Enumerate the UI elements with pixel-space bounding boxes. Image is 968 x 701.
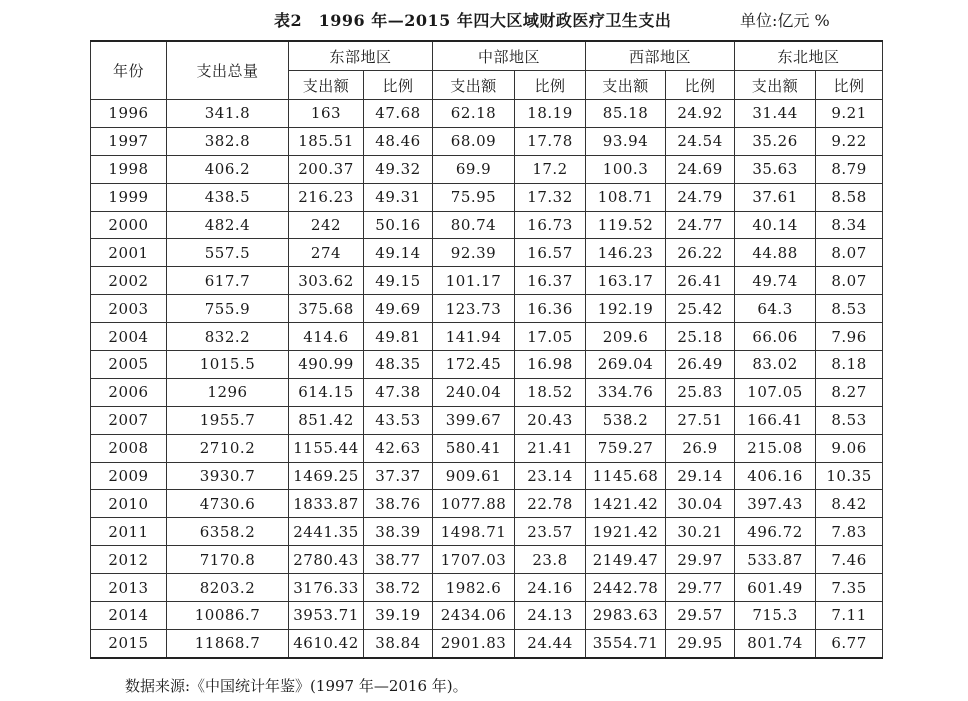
cell-northeast-amount: 406.16: [735, 462, 816, 490]
cell-central-amount: 240.04: [433, 378, 515, 406]
table-header: [91, 41, 883, 100]
cell-central-amount: 909.61: [433, 462, 515, 490]
cell-year: 2012: [91, 546, 167, 574]
cell-east-amount: 2780.43: [289, 546, 364, 574]
cell-west-amount: 1145.68: [586, 462, 666, 490]
cell-east-amount: 4610.42: [289, 629, 364, 657]
cell-year: 2003: [91, 295, 167, 323]
cell-northeast-amount: 31.44: [735, 100, 816, 128]
cell-west-amount: 2983.63: [586, 602, 666, 630]
cell-west-amount: 3554.71: [586, 629, 666, 657]
cell-total: 1015.5: [167, 351, 289, 379]
cell-total: 6358.2: [167, 518, 289, 546]
cell-northeast-ratio: 9.21: [816, 100, 883, 128]
cell-northeast-amount: 496.72: [735, 518, 816, 546]
cell-northeast-ratio: 7.96: [816, 323, 883, 351]
cell-west-amount: 538.2: [586, 406, 666, 434]
cell-west-ratio: 30.04: [666, 490, 735, 518]
cell-central-amount: 1077.88: [433, 490, 515, 518]
cell-west-ratio: 25.83: [666, 378, 735, 406]
cell-total: 2710.2: [167, 434, 289, 462]
cell-east-amount: 614.15: [289, 378, 364, 406]
table-row: [91, 490, 883, 518]
cell-northeast-amount: 83.02: [735, 351, 816, 379]
cell-northeast-amount: 40.14: [735, 211, 816, 239]
cell-east-amount: 163: [289, 100, 364, 128]
cell-east-ratio: 38.76: [364, 490, 433, 518]
cell-year: 2013: [91, 574, 167, 602]
cell-central-ratio: 20.43: [515, 406, 586, 434]
cell-year: 2007: [91, 406, 167, 434]
cell-west-ratio: 25.18: [666, 323, 735, 351]
cell-central-amount: 2901.83: [433, 629, 515, 657]
table-row: [91, 267, 883, 295]
cell-total: 438.5: [167, 183, 289, 211]
cell-west-ratio: 26.9: [666, 434, 735, 462]
cell-central-ratio: 16.57: [515, 239, 586, 267]
cell-northeast-ratio: 8.53: [816, 295, 883, 323]
cell-east-amount: 375.68: [289, 295, 364, 323]
cell-northeast-amount: 715.3: [735, 602, 816, 630]
cell-west-ratio: 30.21: [666, 518, 735, 546]
table-row: [91, 155, 883, 183]
cell-northeast-amount: 35.63: [735, 155, 816, 183]
cell-west-amount: 759.27: [586, 434, 666, 462]
cell-central-ratio: 16.37: [515, 267, 586, 295]
cell-year: 2008: [91, 434, 167, 462]
cell-year: 2009: [91, 462, 167, 490]
cell-central-amount: 101.17: [433, 267, 515, 295]
cell-northeast-ratio: 10.35: [816, 462, 883, 490]
cell-west-ratio: 26.49: [666, 351, 735, 379]
cell-east-ratio: 37.37: [364, 462, 433, 490]
cell-northeast-ratio: 8.58: [816, 183, 883, 211]
header-east-amount: 支出额: [289, 71, 364, 100]
cell-northeast-ratio: 9.06: [816, 434, 883, 462]
cell-year: 2010: [91, 490, 167, 518]
cell-northeast-ratio: 7.46: [816, 546, 883, 574]
cell-central-ratio: 17.78: [515, 127, 586, 155]
cell-central-amount: 1707.03: [433, 546, 515, 574]
cell-west-ratio: 24.79: [666, 183, 735, 211]
cell-east-ratio: 38.84: [364, 629, 433, 657]
cell-central-ratio: 23.8: [515, 546, 586, 574]
cell-east-amount: 303.62: [289, 267, 364, 295]
cell-total: 3930.7: [167, 462, 289, 490]
cell-central-ratio: 24.13: [515, 602, 586, 630]
header-east-ratio: 比例: [364, 71, 433, 100]
cell-northeast-amount: 44.88: [735, 239, 816, 267]
cell-total: 4730.6: [167, 490, 289, 518]
cell-year: 2011: [91, 518, 167, 546]
cell-northeast-amount: 801.74: [735, 629, 816, 657]
cell-total: 755.9: [167, 295, 289, 323]
cell-west-ratio: 24.54: [666, 127, 735, 155]
cell-central-amount: 123.73: [433, 295, 515, 323]
cell-west-amount: 1921.42: [586, 518, 666, 546]
cell-northeast-ratio: 8.27: [816, 378, 883, 406]
cell-west-amount: 108.71: [586, 183, 666, 211]
table-title: 表2 1996 年—2015 年四大区域财政医疗卫生支出: [274, 11, 672, 30]
cell-central-ratio: 16.36: [515, 295, 586, 323]
cell-east-ratio: 50.16: [364, 211, 433, 239]
cell-total: 832.2: [167, 323, 289, 351]
cell-total: 482.4: [167, 211, 289, 239]
cell-total: 11868.7: [167, 629, 289, 657]
cell-west-ratio: 29.95: [666, 629, 735, 657]
cell-west-ratio: 24.77: [666, 211, 735, 239]
header-central-amount: 支出额: [433, 71, 515, 100]
cell-total: 341.8: [167, 100, 289, 128]
cell-central-ratio: 17.32: [515, 183, 586, 211]
cell-west-amount: 100.3: [586, 155, 666, 183]
table-row: [91, 183, 883, 211]
table-row: [91, 602, 883, 630]
cell-east-amount: 2441.35: [289, 518, 364, 546]
table-row: [91, 295, 883, 323]
cell-year: 1999: [91, 183, 167, 211]
cell-west-amount: 1421.42: [586, 490, 666, 518]
cell-northeast-ratio: 9.22: [816, 127, 883, 155]
cell-east-amount: 414.6: [289, 323, 364, 351]
cell-northeast-ratio: 8.07: [816, 239, 883, 267]
cell-east-amount: 490.99: [289, 351, 364, 379]
table-row: [91, 211, 883, 239]
cell-east-ratio: 47.68: [364, 100, 433, 128]
cell-west-amount: 2442.78: [586, 574, 666, 602]
cell-total: 7170.8: [167, 546, 289, 574]
cell-west-amount: 93.94: [586, 127, 666, 155]
cell-year: 1997: [91, 127, 167, 155]
cell-total: 382.8: [167, 127, 289, 155]
cell-year: 2014: [91, 602, 167, 630]
cell-central-ratio: 22.78: [515, 490, 586, 518]
cell-northeast-ratio: 6.77: [816, 629, 883, 657]
cell-total: 617.7: [167, 267, 289, 295]
cell-northeast-amount: 215.08: [735, 434, 816, 462]
cell-central-amount: 69.9: [433, 155, 515, 183]
cell-year: 1996: [91, 100, 167, 128]
cell-central-ratio: 17.2: [515, 155, 586, 183]
table-row: [91, 462, 883, 490]
cell-east-ratio: 38.72: [364, 574, 433, 602]
cell-central-amount: 172.45: [433, 351, 515, 379]
cell-central-amount: 92.39: [433, 239, 515, 267]
cell-west-amount: 209.6: [586, 323, 666, 351]
cell-central-amount: 80.74: [433, 211, 515, 239]
cell-central-amount: 2434.06: [433, 602, 515, 630]
cell-northeast-amount: 64.3: [735, 295, 816, 323]
cell-east-ratio: 39.19: [364, 602, 433, 630]
cell-central-ratio: 23.14: [515, 462, 586, 490]
cell-west-amount: 146.23: [586, 239, 666, 267]
cell-east-ratio: 49.14: [364, 239, 433, 267]
cell-east-ratio: 49.32: [364, 155, 433, 183]
cell-west-amount: 163.17: [586, 267, 666, 295]
cell-total: 1296: [167, 378, 289, 406]
cell-central-ratio: 23.57: [515, 518, 586, 546]
cell-northeast-amount: 107.05: [735, 378, 816, 406]
cell-total: 406.2: [167, 155, 289, 183]
cell-central-ratio: 16.98: [515, 351, 586, 379]
cell-northeast-ratio: 8.79: [816, 155, 883, 183]
cell-west-ratio: 27.51: [666, 406, 735, 434]
cell-west-amount: 2149.47: [586, 546, 666, 574]
cell-east-amount: 185.51: [289, 127, 364, 155]
cell-northeast-amount: 37.61: [735, 183, 816, 211]
table-body: [91, 100, 883, 658]
header-west-ratio: 比例: [666, 71, 735, 100]
cell-east-ratio: 42.63: [364, 434, 433, 462]
cell-west-ratio: 24.69: [666, 155, 735, 183]
cell-year: 2000: [91, 211, 167, 239]
cell-northeast-ratio: 7.83: [816, 518, 883, 546]
header-year: 年份: [91, 41, 167, 100]
cell-central-amount: 399.67: [433, 406, 515, 434]
table-row: [91, 434, 883, 462]
cell-west-amount: 334.76: [586, 378, 666, 406]
cell-east-amount: 3176.33: [289, 574, 364, 602]
cell-east-ratio: 47.38: [364, 378, 433, 406]
cell-central-amount: 1498.71: [433, 518, 515, 546]
cell-year: 2004: [91, 323, 167, 351]
cell-central-amount: 580.41: [433, 434, 515, 462]
cell-total: 1955.7: [167, 406, 289, 434]
cell-central-ratio: 24.16: [515, 574, 586, 602]
cell-east-ratio: 38.77: [364, 546, 433, 574]
table-row: [91, 378, 883, 406]
cell-east-amount: 216.23: [289, 183, 364, 211]
header-region-central: 中部地区: [433, 41, 586, 71]
cell-east-ratio: 49.15: [364, 267, 433, 295]
cell-west-ratio: 29.57: [666, 602, 735, 630]
cell-west-amount: 192.19: [586, 295, 666, 323]
cell-west-ratio: 29.77: [666, 574, 735, 602]
cell-northeast-ratio: 7.35: [816, 574, 883, 602]
cell-east-ratio: 49.31: [364, 183, 433, 211]
cell-west-ratio: 26.41: [666, 267, 735, 295]
cell-east-ratio: 49.81: [364, 323, 433, 351]
cell-east-amount: 3953.71: [289, 602, 364, 630]
cell-west-ratio: 24.92: [666, 100, 735, 128]
cell-total: 8203.2: [167, 574, 289, 602]
cell-year: 2006: [91, 378, 167, 406]
header-region-west: 西部地区: [586, 41, 735, 71]
cell-year: 2005: [91, 351, 167, 379]
table-row: [91, 100, 883, 128]
cell-central-ratio: 18.52: [515, 378, 586, 406]
cell-west-amount: 85.18: [586, 100, 666, 128]
cell-northeast-amount: 601.49: [735, 574, 816, 602]
cell-northeast-ratio: 8.53: [816, 406, 883, 434]
cell-northeast-ratio: 8.34: [816, 211, 883, 239]
cell-west-ratio: 29.97: [666, 546, 735, 574]
cell-northeast-amount: 49.74: [735, 267, 816, 295]
cell-west-ratio: 29.14: [666, 462, 735, 490]
cell-west-amount: 269.04: [586, 351, 666, 379]
cell-east-amount: 242: [289, 211, 364, 239]
cell-central-ratio: 17.05: [515, 323, 586, 351]
cell-year: 2001: [91, 239, 167, 267]
table-row: [91, 127, 883, 155]
table-caption: [0, 6, 968, 32]
cell-central-amount: 68.09: [433, 127, 515, 155]
table-row: [91, 406, 883, 434]
health-expenditure-table: [90, 40, 883, 659]
cell-northeast-ratio: 8.42: [816, 490, 883, 518]
table-row: [91, 629, 883, 657]
cell-central-amount: 141.94: [433, 323, 515, 351]
cell-central-ratio: 18.19: [515, 100, 586, 128]
cell-northeast-amount: 166.41: [735, 406, 816, 434]
cell-east-amount: 274: [289, 239, 364, 267]
header-northeast-ratio: 比例: [816, 71, 883, 100]
cell-east-amount: 1155.44: [289, 434, 364, 462]
cell-west-amount: 119.52: [586, 211, 666, 239]
source-note: 数据来源:《中国统计年鉴》(1997 年—2016 年)。: [125, 677, 468, 695]
table-row: [91, 518, 883, 546]
cell-east-ratio: 43.53: [364, 406, 433, 434]
header-region-northeast: 东北地区: [735, 41, 883, 71]
cell-east-amount: 1469.25: [289, 462, 364, 490]
header-northeast-amount: 支出额: [735, 71, 816, 100]
table-row: [91, 546, 883, 574]
cell-year: 2015: [91, 629, 167, 657]
cell-east-amount: 200.37: [289, 155, 364, 183]
header-row-regions: [91, 41, 883, 71]
table-row: [91, 574, 883, 602]
header-central-ratio: 比例: [515, 71, 586, 100]
header-west-amount: 支出额: [586, 71, 666, 100]
cell-central-ratio: 21.41: [515, 434, 586, 462]
cell-northeast-amount: 35.26: [735, 127, 816, 155]
cell-northeast-amount: 533.87: [735, 546, 816, 574]
cell-west-ratio: 26.22: [666, 239, 735, 267]
cell-year: 2002: [91, 267, 167, 295]
table-row: [91, 323, 883, 351]
cell-east-amount: 851.42: [289, 406, 364, 434]
cell-central-amount: 75.95: [433, 183, 515, 211]
cell-east-ratio: 49.69: [364, 295, 433, 323]
table-row: [91, 239, 883, 267]
cell-northeast-ratio: 8.07: [816, 267, 883, 295]
cell-total: 10086.7: [167, 602, 289, 630]
table-row: [91, 351, 883, 379]
cell-east-ratio: 48.35: [364, 351, 433, 379]
cell-west-ratio: 25.42: [666, 295, 735, 323]
cell-central-amount: 1982.6: [433, 574, 515, 602]
cell-total: 557.5: [167, 239, 289, 267]
cell-central-ratio: 24.44: [515, 629, 586, 657]
cell-northeast-amount: 397.43: [735, 490, 816, 518]
cell-northeast-ratio: 8.18: [816, 351, 883, 379]
unit-label: 单位:亿元 %: [740, 11, 830, 30]
cell-northeast-ratio: 7.11: [816, 602, 883, 630]
cell-year: 1998: [91, 155, 167, 183]
cell-east-amount: 1833.87: [289, 490, 364, 518]
cell-east-ratio: 38.39: [364, 518, 433, 546]
cell-central-ratio: 16.73: [515, 211, 586, 239]
header-total: 支出总量: [167, 41, 289, 100]
cell-central-amount: 62.18: [433, 100, 515, 128]
header-region-east: 东部地区: [289, 41, 433, 71]
cell-east-ratio: 48.46: [364, 127, 433, 155]
cell-northeast-amount: 66.06: [735, 323, 816, 351]
